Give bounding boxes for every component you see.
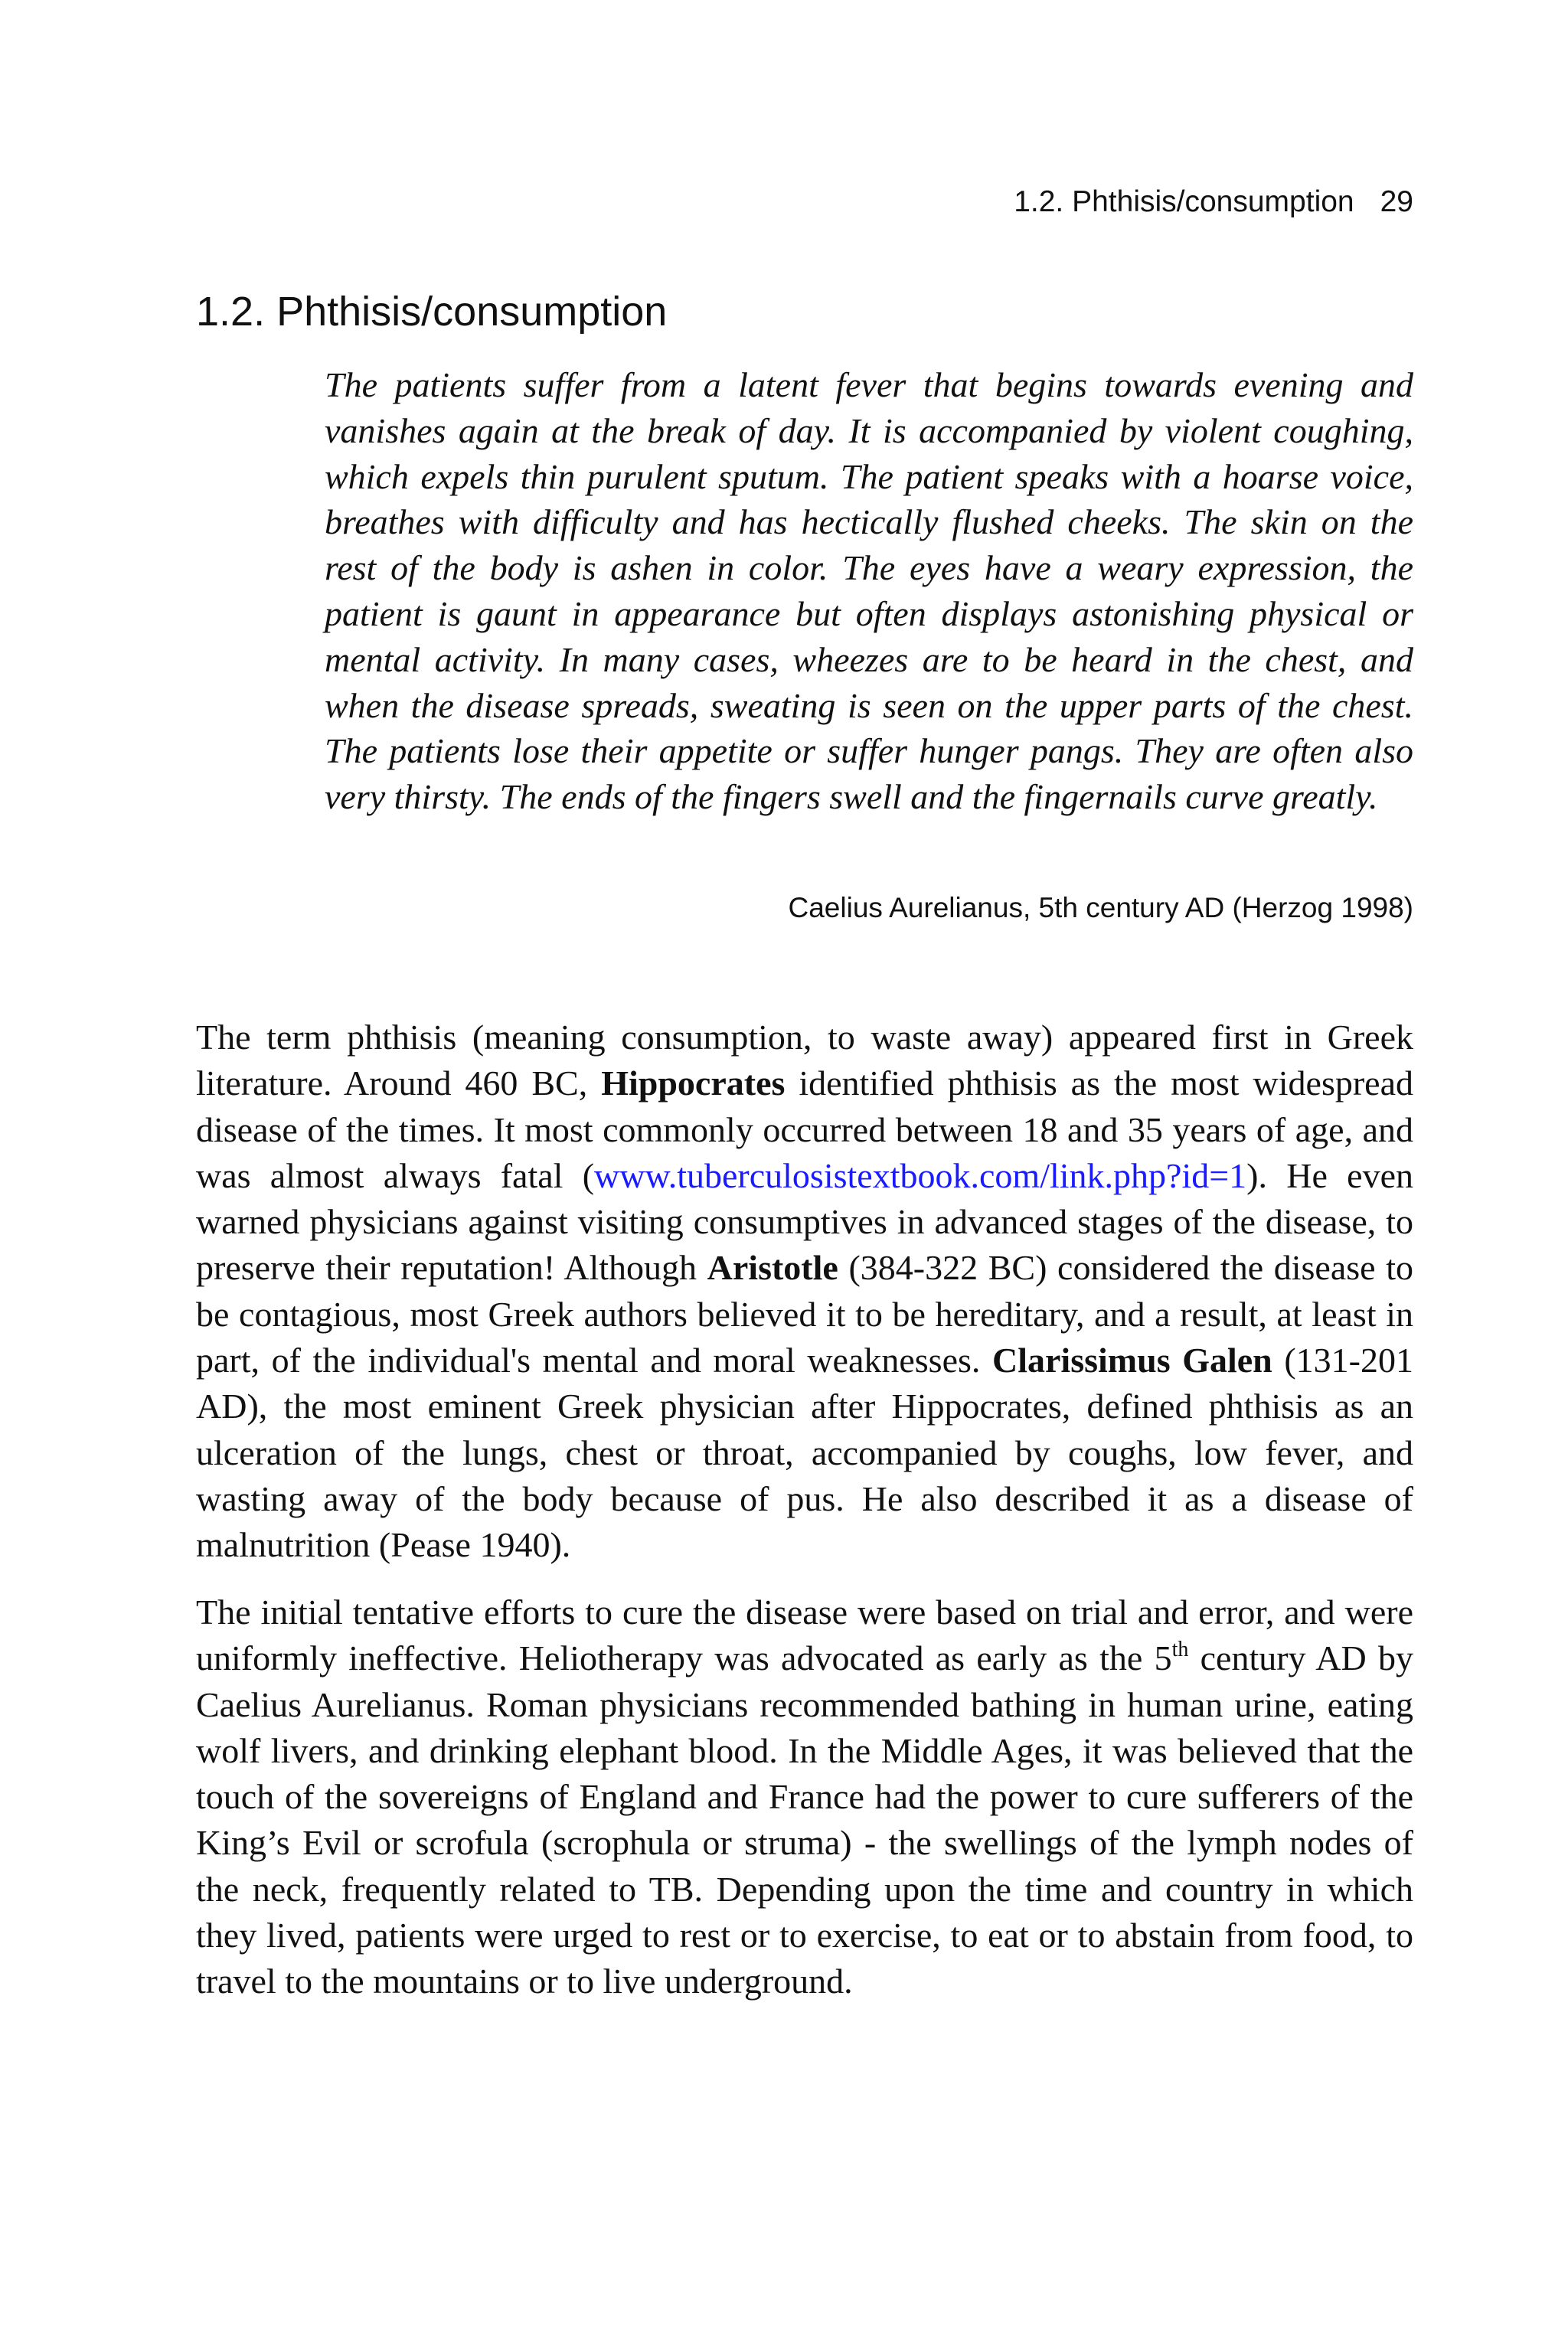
paragraph-text: The term phthisis (meaning consumption, to waste away) appeared first in Greek literature. Around 460 BC, — [196, 1018, 1413, 1103]
ordinal-superscript: th — [1171, 1638, 1189, 1662]
paragraph-text: identified phthisis as the most widespread disease of the times. It most commonly occurred between 18 and 35 years of age, and was almost always fatal ( — [196, 1063, 1413, 1195]
name-galen: Clarissimus Galen — [992, 1341, 1272, 1380]
paragraph-text: century AD by Caelius Aurelianus. Roman physicians recommended bathing in human urine, eating wolf livers, and drinking elephant blood. In the Middle Ages, it was believed that the touch of the sovereigns of England and France had the power to cure sufferers of the King’s Evil or scrofula (scrophula or struma) - the swellings of the lymph nodes of the neck, frequently related to TB. Depending upon the time and country in which they lived, patients were urged to rest or to exercise, to eat or to abstain from food, to travel to the mountains or to live underground. — [196, 1638, 1413, 2001]
page-number: 29 — [1380, 185, 1413, 218]
body-paragraph-1 — [196, 1014, 1413, 1569]
paragraph-text: (384-322 BC) considered the disease to be contagious, most Greek authors believed it to be hereditary, and a result, at least in part, of the individual's mental and moral weaknesses. — [196, 1248, 1413, 1380]
body-paragraph-2 — [196, 1589, 1413, 2005]
section-heading: 1.2. Phthisis/consumption — [196, 289, 668, 335]
name-hippocrates: Hippocrates — [601, 1063, 786, 1103]
paragraph-text: The initial tentative efforts to cure the disease were based on trial and error, and were uniformly ineffective. Heliotherapy was advocated as early as the 5 — [196, 1592, 1413, 1678]
reference-link[interactable]: www.tuberculosistextbook.com/link.php?id=1 — [594, 1155, 1247, 1195]
paragraph-text: (131-201 AD), the most eminent Greek physician after Hippocrates, defined phthisis as an ulceration of the lungs, chest or throat, accompanied by coughs, low fever, and wasting away of the body because of pus. He also described it as a disease of malnutrition (Pease 1940). — [196, 1341, 1413, 1565]
running-header-title: 1.2. Phthisis/consumption — [1014, 185, 1354, 218]
running-header — [1014, 184, 1413, 220]
epigraph-source: Caelius Aurelianus, 5th century AD (Herzog 1998) — [788, 892, 1413, 923]
name-aristotle: Aristotle — [707, 1248, 838, 1288]
epigraph-quote: The patients suffer from a latent fever that begins towards evening and vanishes again at the break of day. It is accompanied by violent coughing, which expels thin purulent sputum. The patient speaks with a hoarse voice, breathes with difficulty and has hectically flushed cheeks. The skin on the rest of the body is ashen in color. The eyes have a weary expression, the patient is gaunt in appearance but often displays astonishing physical or mental activity. In many cases, wheezes are to be heard in the chest, and when the disease spreads, sweating is seen on the upper parts of the chest. The patients lose their appetite or suffer hunger pangs. They are often also very thirsty. The ends of the fingers swell and the fingernails curve greatly. — [325, 365, 1413, 817]
paragraph-text: ). He even warned physicians against visiting consumptives in advanced stages of the disease, to preserve their reputation! Although — [196, 1155, 1413, 1288]
